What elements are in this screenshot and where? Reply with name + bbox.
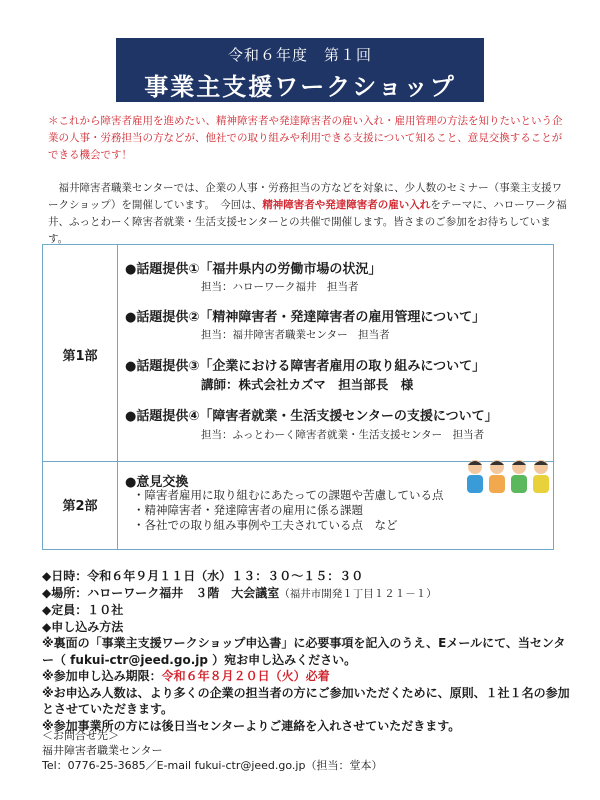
- people-illustration: [463, 455, 555, 495]
- deadline: [42, 668, 572, 685]
- contact-heading: ＜お問合せ先＞: [42, 729, 119, 742]
- title-banner: [116, 38, 484, 102]
- lead-text: ＊これから障害者雇用を進めたい、精神障害者や発達障害者の雇い入れ・雇用管理の方法を知りたいという企業の人事・労務担当の方などが、他社での取り組みや利用できる支援について知ること、意見交換することができる機会です！: [48, 115, 563, 161]
- contact-info: [42, 728, 542, 773]
- person-1-icon: [467, 460, 483, 493]
- capacity: ◆定員：１０社: [42, 603, 124, 617]
- exchange-item: ・障害者雇用に取り組むにあたっての課題や苦慮している点: [133, 488, 444, 502]
- contact-line: Tel：0776-25-3685／E-mail fukui-ctr@jeed.go.jp（担当：堂本）: [42, 759, 383, 772]
- intro-part1: 福井障害者職業センターでは、企業の人事・労務担当の方などを対象に、少人数のセミナー（事業主支援ワークショップ）を開催しています。 今回は、: [48, 182, 563, 211]
- note-2: ※参加事業所の方には後日当センターよりご連絡を入れさせていただきます。: [42, 718, 461, 733]
- person-2-icon: [489, 460, 505, 493]
- exchange-item: ・精神障害者・発達障害者の雇用に係る課題: [133, 503, 363, 517]
- exchange-item: ・各社での取り組み事例や工夫されている点 など: [133, 518, 398, 532]
- topic-4-title: ●話題提供④「障害者就業・生活支援センターの支援について」: [125, 409, 498, 424]
- topic-2-presenter: 担当：福井障害者職業センター 担当者: [201, 329, 390, 341]
- place-address: （福井市開発１丁目１２１－１）: [279, 587, 437, 600]
- topic-1-presenter: 担当：ハローワーク福井 担当者: [201, 281, 359, 293]
- place: [42, 585, 572, 603]
- person-4-icon: [533, 460, 549, 493]
- intro-part2: をテーマに、ハローワーク福井、ふっとわーく障害者就業・生活支援センターとの共催で開催します。皆さまのご参加をお待ちしています。: [48, 199, 567, 245]
- note-1: ※お申込み人数は、より多くの企業の担当者の方にご参加いただくために、原則、１社１名の参加とさせていただきます。: [42, 685, 570, 716]
- topic-3-title: ●話題提供③「企業における障害者雇用の取り組みについて」: [125, 359, 486, 374]
- topic-2-title: ●話題提供②「精神障害者・発達障害者の雇用管理について」: [125, 310, 486, 325]
- topic-3-presenter: 講師：株式会社カズマ 担当部長 様: [201, 377, 414, 392]
- part1-label: 第1部: [62, 349, 98, 364]
- event-details: [42, 568, 572, 734]
- exchange-title: ●意見交換: [125, 475, 189, 490]
- apply-heading: ◆申し込み方法: [42, 619, 124, 634]
- person-3-icon: [511, 460, 527, 493]
- part2-label: 第2部: [62, 499, 98, 514]
- topic-1-title: ●話題提供①「福井県内の労働市場の状況」: [125, 262, 382, 277]
- apply-body: ※裏面の「事業主支援ワークショップ申込書」に必要事項を記入のうえ、Eメールにて、当センター（ fukui-ctr@jeed.go.jp ）宛お申し込みください。: [42, 636, 566, 667]
- program-table: [42, 244, 554, 550]
- intro-highlight: 精神障害者や発達障害者の雇い入れ: [262, 199, 431, 211]
- topic-4-presenter: 担当：ふっとわーく障害者就業・生活支援センター 担当者: [201, 429, 485, 441]
- contact-org: 福井障害者職業センター: [42, 744, 163, 757]
- deadline-label: ※参加申し込み期限：: [42, 669, 162, 683]
- event-subtitle: 令和６年度 第１回: [227, 46, 372, 64]
- table-divider-vertical: [117, 245, 118, 549]
- intro-paragraph: [48, 180, 568, 248]
- exchange-list: [133, 488, 444, 533]
- place-name: ◆場所：ハローワーク福井 ３階 大会議室: [42, 585, 280, 600]
- deadline-value: 令和６年８月２０日（火）必着: [161, 669, 330, 683]
- datetime: ◆日時：令和６年９月１１日（水）１３：３０～１５：３０: [42, 569, 364, 583]
- event-title: 事業主支援ワークショップ: [144, 73, 456, 101]
